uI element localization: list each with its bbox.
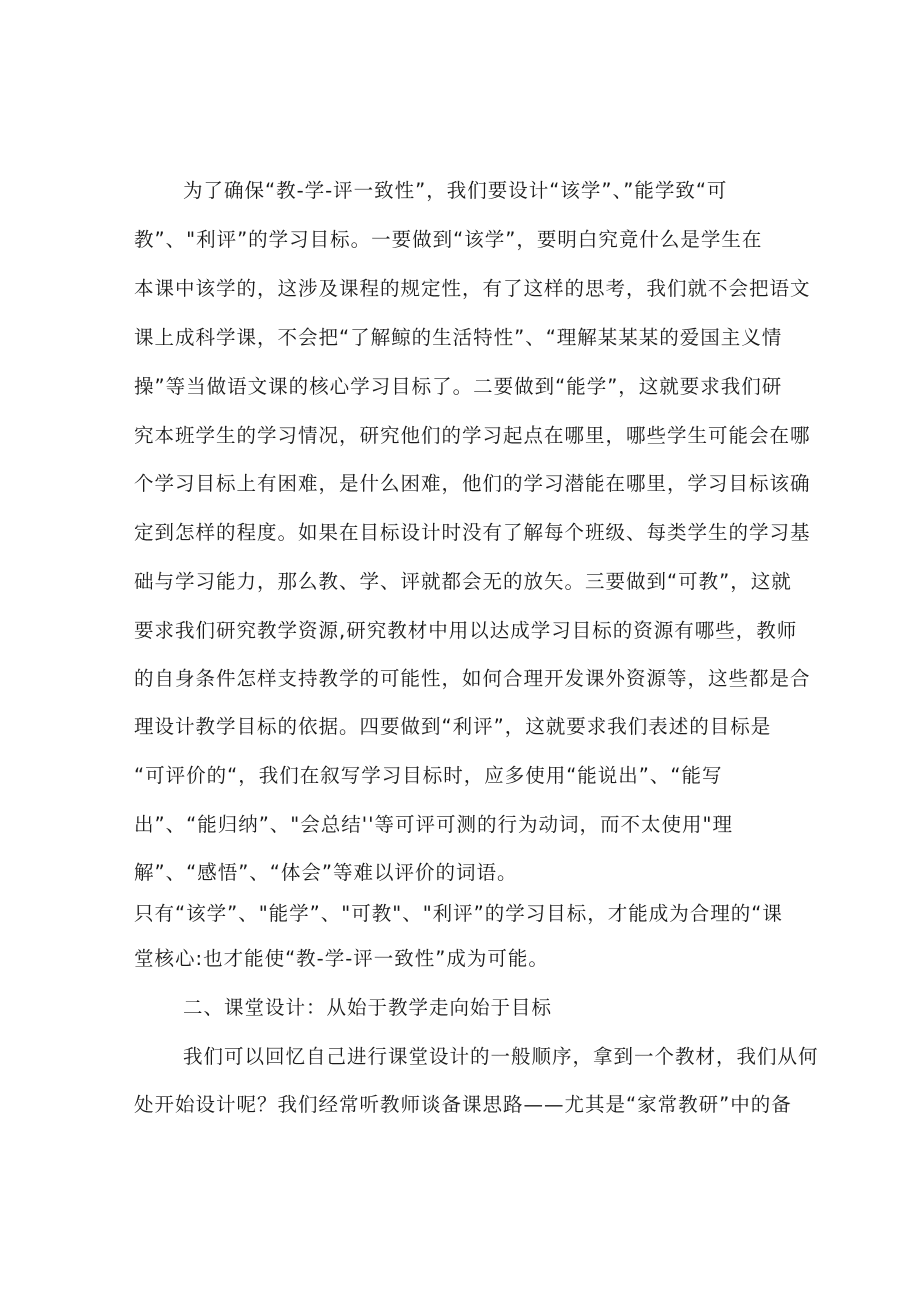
paragraph-1-line-14: 出”、“能归纳”、"会总结''等可评可测的行为动词，而不太使用"理 bbox=[134, 813, 733, 836]
paragraph-1-line-8: 定到怎样的程度。如果在目标设计时没有了解每个班级、每类学生的学习基 bbox=[134, 521, 811, 544]
paragraph-1-line-5: 操”等当做语文课的核心学习目标了。二要做到“能学”，这就要求我们研 bbox=[134, 375, 783, 398]
paragraph-1-line-11: 的自身条件怎样支持教学的可能性，如何合理开发课外资源等，这些都是合 bbox=[134, 667, 811, 690]
paragraph-1-line-13: “可评价的“，我们在叙写学习目标时，应多使用“能说出”、“能写 bbox=[134, 764, 723, 787]
paragraph-3-line-1: 我们可以回忆自己进行课堂设计的一般顺序，拿到一个教材，我们从何 bbox=[183, 1045, 819, 1068]
paragraph-1-line-3: 本课中该学的，这涉及课程的规定性，有了这样的思考，我们就不会把语文 bbox=[134, 277, 811, 300]
paragraph-1-line-15: 解”、“感悟”、“体会”等难以评价的词语。 bbox=[134, 861, 518, 884]
paragraph-1-line-12: 理设计教学目标的依据。四要做到“利评”，这就要求我们表述的目标是 bbox=[134, 715, 772, 738]
paragraph-2-line-2: 堂核心:也才能使“教-学-评一致性”成为可能。 bbox=[134, 947, 549, 970]
paragraph-1-line-6: 究本班学生的学习情况，研究他们的学习起点在哪里，哪些学生可能会在哪 bbox=[134, 424, 811, 447]
paragraph-1-line-4: 课上成科学课，不会把“了解鲸的生活特性”、“理解某某某的爱国主义情 bbox=[134, 326, 783, 349]
paragraph-1-line-7: 个学习目标上有困难，是什么困难，他们的学习潜能在哪里，学习目标该确 bbox=[134, 472, 811, 495]
paragraph-1-line-2: 教”、"利评”的学习目标。一要做到“该学”，要明白究竟什么是学生在 bbox=[134, 228, 763, 251]
paragraph-1-line-9: 础与学习能力，那么教、学、评就都会无的放矢。三要做到“可教”，这就 bbox=[134, 570, 792, 593]
section-heading: 二、课堂设计：从始于教学走向始于目标 bbox=[183, 996, 553, 1019]
paragraph-1-line-10: 要求我们研究教学资源,研究教材中用以达成学习目标的资源有哪些，教师 bbox=[134, 619, 798, 642]
paragraph-3-line-2: 处开始设计呢？我们经常听教师谈备课思路——尤其是“家常教研”中的备 bbox=[134, 1093, 792, 1116]
paragraph-2-line-1: 只有“该学”、"能学”、"可教"、"利评”的学习目标，才能成为合理的“课 bbox=[134, 902, 783, 925]
paragraph-1-line-1: 为了确保“教-学-评一致性”，我们要设计“该学”、”能学致“可 bbox=[183, 179, 728, 202]
